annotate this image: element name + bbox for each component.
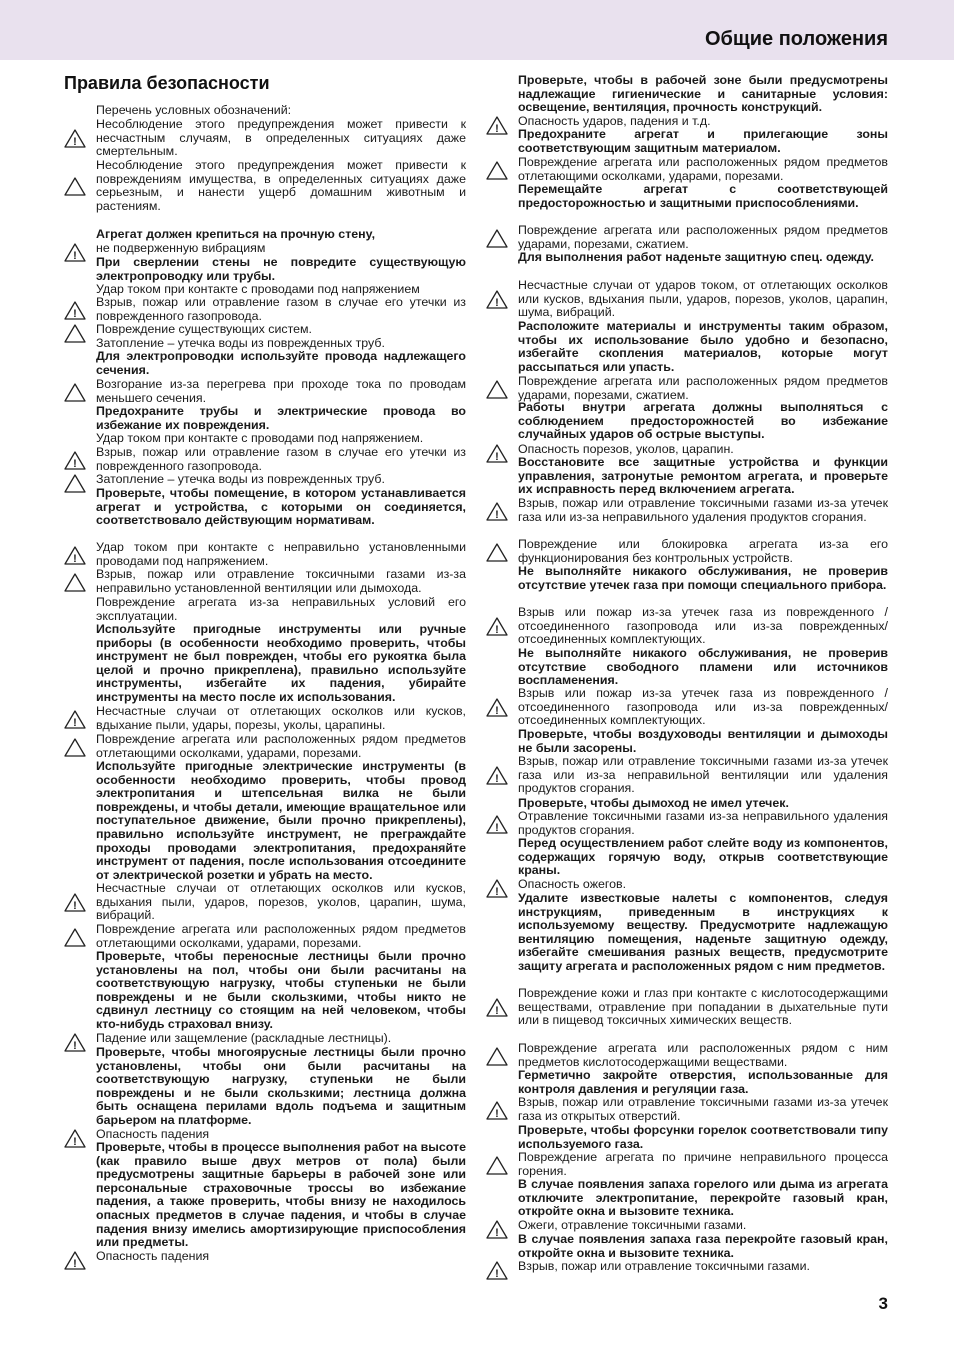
entry-text: Опасность падения [96, 1127, 210, 1141]
instruction-text [518, 837, 888, 878]
instruction-text [518, 565, 888, 592]
hazard-text [495, 986, 888, 1028]
warning-exclamation-icon [486, 814, 508, 834]
warning-exclamation-icon [486, 997, 508, 1017]
hazard-text [518, 538, 888, 565]
svg-text:!: ! [495, 1227, 499, 1239]
entry-text: Работы внутри агрегата должны выполняться с соблюдением предосторожностей во избежание случайных ударов об острые выступы. [518, 400, 888, 442]
entry-text: При сверлении стены не повредите существующую электропроводку или трубы. [96, 255, 466, 283]
entry-text: Не выполняйте никакого обслуживания, не проверив отсутствие свободного пламени или источников воспламенения. [518, 646, 888, 688]
entry-text: Проверьте, чтобы переносные лестницы были прочно установлены на пол, чтобы они были расчитаны на соответствующую нагрузку, чтобы ступеньки не были повреждены и не были скользкими, чтобы никто не сдвинул лестницу со стоящим на ней человеком, чтобы кто-нибудь страховал внизу. [96, 949, 466, 1031]
hazard-text [96, 733, 466, 760]
svg-text:!: ! [495, 705, 499, 718]
warning-exclamation-icon [486, 501, 508, 521]
instruction-text [518, 1178, 888, 1219]
hazard-text [73, 704, 466, 732]
svg-text:!: ! [73, 250, 77, 262]
instruction-text [96, 760, 466, 882]
warning-exclamation-icon [64, 1128, 86, 1148]
entry-text: Удар током при контакте с неправильно установленными проводами под напряжением. [96, 540, 466, 568]
instruction-text [518, 1069, 888, 1096]
entry-text: Повреждение агрегата или расположенных рядом предметов отлетающими осколками, ударами, порезами. [518, 155, 888, 183]
hazard-text [495, 1259, 888, 1280]
instruction-text [518, 128, 888, 155]
warning-triangle-icon [64, 323, 86, 343]
warning-exclamation-icon [486, 697, 508, 717]
warning-triangle-icon [64, 737, 86, 757]
entry-text: Проверьте, чтобы многоярусные лестницы были прочно установлены, чтобы они были расчитаны на соответствующую нагрузку, ступеньки не были повреждены и не были скользкими; лестница должна быть оснащена перилами вдоль подъема и защитным барьером на платформе. [96, 1045, 466, 1127]
hazard-text [518, 375, 888, 402]
instruction-text [518, 456, 888, 497]
warning-triangle-icon [486, 228, 508, 248]
entry-text: Отравление токсичными газами из-за неправильного удаления продуктов сгорания. [518, 809, 888, 837]
entry-text: Несчастные случаи от отлетающих осколков или кусков, вдыхания пыли, ударов, порезов, уколов, царапин, шума, вибраций. [96, 881, 466, 923]
hazard-text [73, 540, 466, 568]
hazard-text [96, 104, 466, 118]
entry-text: Проверьте, чтобы воздуховоды вентиляции и дымоходы не были засорены. [518, 727, 888, 755]
instruction-text [96, 350, 466, 377]
hazard-text [495, 686, 888, 728]
svg-text:!: ! [495, 451, 499, 463]
entry-text: Не выполняйте никакого обслуживания, не проверив отсутствие утечек газа при помощи специального прибора. [518, 564, 888, 592]
warning-exclamation-icon [64, 545, 86, 565]
hazard-text [495, 809, 888, 837]
entry-text: Перемещайте агрегат с соответствующей предосторожностью и защитными приспособлениями. [518, 182, 888, 210]
warning-exclamation-icon [486, 1219, 508, 1239]
svg-text:!: ! [73, 136, 77, 149]
entry-text: Проверьте, чтобы в процессе выполнения работ на высоте (как правило выше двух метров от пола) были предусмотрены защитные барьеры в рабочей зоне или персональные страховочные троссы во избежание падения, а также проверить, чтобы внизу не находилось опасных предметов в случае падения, и чтобы в случае падения внизу имелись амортизирующие приспособления или предметы. [96, 1140, 466, 1250]
instruction-text [518, 183, 888, 210]
entry-text: Для электропроводки используйте провода надлежащего сечения. [96, 349, 466, 377]
warning-triangle-icon [64, 176, 86, 196]
hazard-text [96, 923, 466, 950]
hazard-text [96, 596, 466, 623]
instruction-text [518, 728, 888, 755]
instruction-text [96, 1141, 466, 1250]
warning-exclamation-icon [64, 300, 86, 320]
entry-text: Ожеги, отравление токсичными газами. [518, 1218, 747, 1232]
entry-text: Опасность порезов, уколов, царапин. [518, 442, 734, 456]
hazard-text [96, 378, 466, 405]
instruction-text [518, 1233, 888, 1260]
warning-exclamation-icon [486, 289, 508, 309]
svg-text:!: ! [495, 1268, 499, 1280]
instruction-text [518, 892, 888, 974]
warning-exclamation-icon [64, 1250, 86, 1270]
warning-triangle-icon [64, 572, 86, 592]
entry-text: Взрыв, пожар или отравление токсичными газами из-за утечек газа или из-за неправильного удаления продуктов сгорания. [518, 496, 888, 524]
warning-triangle-icon [486, 1046, 508, 1066]
svg-text:!: ! [73, 1136, 77, 1148]
instruction-text [96, 228, 466, 242]
hazard-text [495, 1095, 888, 1123]
hazard-text [73, 881, 466, 923]
instruction-text [518, 251, 888, 265]
entry-text: Повреждение агрегата из-за неправильных условий его эксплуатации. [96, 595, 466, 623]
warning-exclamation-icon [64, 450, 86, 470]
hazard-text [73, 1249, 466, 1270]
instruction-text [518, 1124, 888, 1151]
entry-text: Удар током при контакте с проводами под напряжением. [96, 431, 424, 445]
entry-text: Взрыв, пожар или отравление газом в случае его утечки из поврежденного газопровода. [96, 295, 466, 323]
hazard-text [518, 1042, 888, 1069]
entry-text: Проверьте, чтобы помещение, в котором устанавливается агрегат и устройства, с которыми он соединяется, соответствовало действующим нормативам. [96, 486, 466, 528]
entry-text: Используйте пригодные электрические инструменты (в особенности необходимо проверить, чтобы провод электропитания и штепсельная вилка не были повреждены, и чтобы детали, имеющие вращательное или поступательное движение, были прочно прикреплены), правильно используйте инструмент, не преграждайте проходы проводами электропитания, предохраняйте инструмент от падения, после использования отсоедините от электрической розетки и убрать на место. [96, 759, 466, 882]
instruction-text [96, 405, 466, 432]
warning-exclamation-icon [486, 765, 508, 785]
warning-exclamation-icon [486, 1100, 508, 1120]
hazard-text [495, 278, 888, 320]
warning-exclamation-icon [486, 443, 508, 463]
warning-exclamation-icon [64, 242, 86, 262]
entry-text: Перед осуществлением работ слейте воду из компонентов, содержащих горячую воду, открыв соответствующие краны. [518, 836, 888, 878]
entry-text: Несчастные случаи от ударов током, от отлетающих осколков или кусков, вдыхания пыли, ударов, порезов, уколов, царапин, шума, вибраций. [518, 278, 888, 320]
entry-text: Повреждение агрегата или расположенных рядом предметов отлетающими осколками, ударами, порезами. [96, 922, 466, 950]
instruction-text [96, 623, 466, 705]
entry-text: Взрыв, пожар или отравление токсичными газами. [518, 1259, 810, 1273]
entry-text: Затопление – утечка воды из поврежденных труб. [96, 472, 385, 486]
instruction-text [518, 320, 888, 374]
entry-text: Опасность ударов, падения и т.д. [518, 114, 711, 128]
warning-triangle-icon [64, 473, 86, 493]
entry-text: Возгорание из-за перегрева при проходе тока по проводам меньшего сечения. [96, 377, 466, 405]
svg-text:!: ! [73, 552, 77, 565]
instruction-text [518, 401, 888, 442]
hazard-text [96, 323, 466, 337]
entry-text: Несоблюдение этого предупреждения может привести к несчастным случаям, в определенных ситуациях даже смертельным. [96, 117, 466, 159]
entry-text: Удар током при контакте с проводами под напряжением [96, 282, 420, 296]
entry-text: Предохраните трубы и электрические провода во избежание их повреждения. [96, 404, 466, 432]
svg-text:!: ! [495, 123, 499, 135]
entry-text: В случае появления запаха горелого или дыма из агрегата отключите электропитание, перекройте газовый кран, откройте окна и вызовите техника. [518, 1177, 888, 1219]
entry-text: Опасность ожегов. [518, 877, 627, 891]
entry-text: Удалите известковые налеты с компонентов, следуя инструкциям, приведенным в инструкциях к используемому веществу. Предусмотрите надлежащую вентиляцию помещения, наденьте защитную одежду, избегайте смешивания разных веществ, предусмотрите защиту агрегата и расположенных рядом с ним предметов. [518, 891, 888, 973]
entry-text: Восстановите все защитные устройства и функции управления, затронутые ремонтом агрегата, и проверьте их исправность перед включением агрегата. [518, 455, 888, 497]
svg-text:!: ! [495, 886, 499, 898]
entry-text: Для выполнения работ наденьте защитную спец. одежду. [518, 250, 874, 264]
hazard-text [73, 241, 466, 262]
instruction-text [96, 256, 466, 283]
entry-text: Повреждение агрегата по причине неправильного процесса горения. [518, 1150, 888, 1178]
hazard-text [495, 877, 888, 898]
entry-text: Взрыв, пожар или отравление токсичными газами из-за утечек газа или из-за неправильной вентиляции или удаления продуктов сгорания. [518, 754, 888, 796]
entry-text: Затопление – утечка воды из поврежденных труб. [96, 336, 385, 350]
svg-text:!: ! [495, 773, 499, 786]
entry-text: Повреждение агрегата или расположенных рядом с ним предметов кислотосодержащими веществами. [518, 1041, 888, 1069]
warning-triangle-icon [486, 1155, 508, 1175]
instruction-text [96, 487, 466, 528]
entry-text: Повреждение существующих систем. [96, 322, 312, 336]
hazard-text [73, 445, 466, 473]
hazard-text [495, 605, 888, 647]
hazard-text [495, 754, 888, 796]
section-title: Правила безопасности [64, 73, 270, 93]
hazard-text [518, 156, 888, 183]
entry-text: Взрыв или пожар из-за утечек газа из поврежденного /отсоединенного газопровода или из-за поврежденных/ отсоединенных комплектующих. [518, 686, 888, 728]
svg-text:!: ! [495, 508, 499, 521]
entry-text: Проверьте, чтобы форсунки горелок соответствовали типу используемого газа. [518, 1123, 888, 1151]
hazard-text [495, 496, 888, 524]
instruction-text [518, 647, 888, 688]
warning-exclamation-icon [486, 1260, 508, 1280]
entry-text: Повреждение или блокировка агрегата из-за его функционирования без контрольных устройств. [518, 537, 888, 565]
svg-text:!: ! [73, 1040, 77, 1052]
warning-triangle-icon [486, 379, 508, 399]
svg-text:!: ! [73, 457, 77, 470]
svg-text:!: ! [495, 821, 499, 834]
entry-text: Падение или защемление (раскладные лестницы). [96, 1031, 392, 1045]
entry-text: Агрегат должен крепиться на прочную стену, [96, 227, 376, 241]
entry-text: Повреждение агрегата или расположенных рядом предметов ударами, порезами, сжатием. [518, 223, 888, 251]
entry-text: Повреждение агрегата или расположенных рядом предметов ударами, порезами, сжатием. [518, 374, 888, 402]
instruction-text [96, 950, 466, 1032]
entry-text: Герметично закройте отверстия, использованные для контроля давления и регуляции газа. [518, 1068, 888, 1096]
warning-exclamation-icon [486, 878, 508, 898]
entry-text: Предохраните агрегат и прилегающие зоны соответствующим защитным материалом. [518, 127, 888, 155]
entry-text: Расположите материалы и инструменты таким образом, чтобы их использование было удобно и безопасно, избегайте скопления материалов, которые могут рассыпаться или упасть. [518, 319, 888, 374]
entry-text: не подверженную вибрациям [96, 241, 266, 255]
instruction-text [96, 1046, 466, 1128]
hazard-text [518, 1151, 888, 1178]
svg-text:!: ! [73, 716, 77, 729]
svg-text:!: ! [73, 1258, 77, 1270]
warning-triangle-icon [486, 542, 508, 562]
entry-text: Проверьте, чтобы дымоход не имел утечек. [518, 796, 789, 810]
warning-exclamation-icon [64, 709, 86, 729]
hazard-text [73, 1031, 466, 1052]
hazard-text [96, 432, 466, 446]
entry-text: Несчастные случаи от отлетающих осколков или кусков, вдыхание пыли, удары, порезы, уколы, царапины. [96, 704, 466, 732]
hazard-text [495, 1218, 888, 1239]
svg-text:!: ! [73, 900, 77, 913]
warning-exclamation-icon [64, 1032, 86, 1052]
hazard-text [73, 117, 466, 159]
hazard-text [96, 159, 466, 213]
entry-text: Повреждение агрегата или расположенных рядом предметов отлетающими осколками, ударами, порезами. [96, 732, 466, 760]
entry-text: Взрыв, пожар или отравление токсичными газами из-за утечек газа из открытых отверстий. [518, 1095, 888, 1123]
entry-text: Используйте пригодные инструменты или ручные приборы (в особенности необходимо проверить, чтобы инструмент не был поврежден, чтобы его рукоятка была целой и прочно прикреплена), правильно используйте инструменты, избегайте их падения, убирайте инструменты на место после их использования. [96, 622, 466, 704]
warning-exclamation-icon [486, 115, 508, 135]
warning-triangle-icon [64, 927, 86, 947]
hazard-text [96, 473, 466, 487]
svg-text:!: ! [73, 307, 77, 320]
hazard-text [73, 295, 466, 323]
entry-text: Опасность падения [96, 1249, 210, 1263]
entry-text: Взрыв или пожар из-за утечек газа из поврежденного /отсоединенного газопровода или из-за поврежденных/ отсоединенных комплектующих. [518, 605, 888, 647]
warning-exclamation-icon [64, 892, 86, 912]
entry-text: Проверьте, чтобы в рабочей зоне были предусмотрены надлежащие гигиенические и санитарные условия: освещение, вентиляция, прочность конструкций. [518, 73, 888, 115]
svg-text:!: ! [495, 1005, 499, 1018]
entry-text: Повреждение кожи и глаз при контакте с кислотосодержащими веществами, отравление при попадании в дыхательные пути или в пищевод токсичных химических веществ. [518, 986, 888, 1028]
warning-triangle-icon [486, 160, 508, 180]
svg-text:!: ! [495, 624, 499, 637]
entry-text: Взрыв, пожар или отравление газом в случае его утечки из поврежденного газопровода. [96, 445, 466, 473]
instruction-text [518, 74, 888, 115]
warning-exclamation-icon [64, 128, 86, 148]
svg-text:!: ! [495, 297, 499, 310]
hazard-text [96, 568, 466, 595]
entry-text: В случае появления запаха газа перекройте газовый кран, откройте окна и вызовите техника. [518, 1232, 888, 1260]
page-header-title: Общие положения [704, 28, 888, 50]
page-number: 3 [878, 1294, 888, 1313]
warning-triangle-icon [64, 382, 86, 402]
warning-exclamation-icon [486, 616, 508, 636]
entry-text: Несоблюдение этого предупреждения может привести к повреждениям имущества, в определенных ситуациях даже серьезным, и нанести ущерб домашним животным и растениям. [96, 158, 466, 213]
entry-text: Перечень условных обозначений: [96, 103, 292, 117]
svg-text:!: ! [495, 1107, 499, 1120]
hazard-text [518, 224, 888, 251]
entry-text: Взрыв, пожар или отравление токсичными газами из-за неправильно установленной вентиляции или дымохода. [96, 567, 466, 595]
